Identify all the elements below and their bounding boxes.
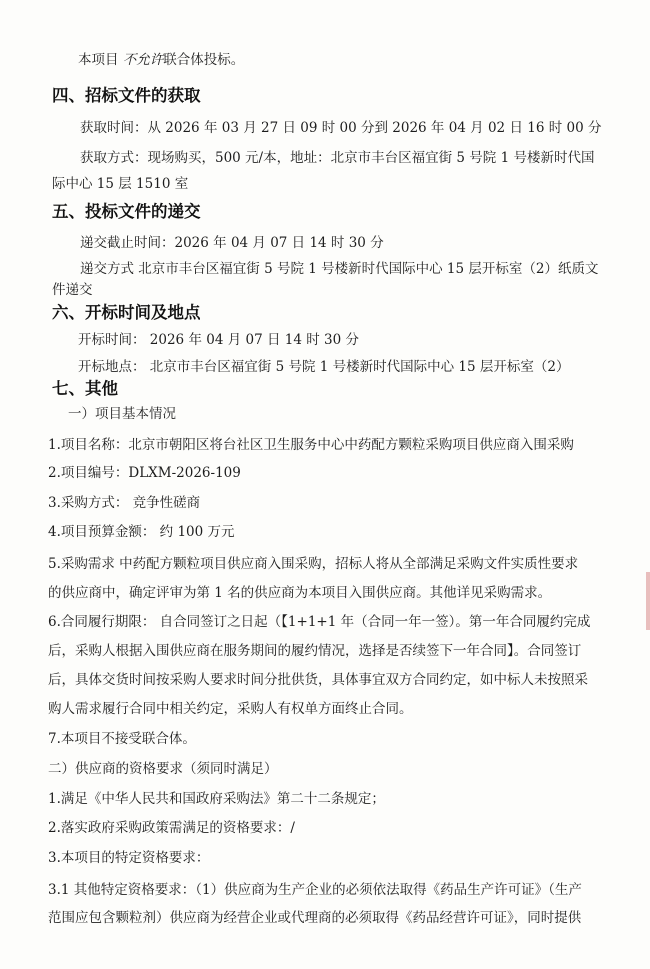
opening-place: 开标地点： 北京市丰台区福宜街 5 号院 1 号楼新时代国际中心 15 层开标室（2） [78, 359, 570, 375]
obtain-method-line-1: 获取方式：现场购买，500 元/本，地址：北京市丰台区福宜街 5 号院 1 号楼新时代国 [80, 150, 595, 166]
joint-bid-suffix: 联合体投标。 [163, 52, 245, 68]
section-4-heading: 四、招标文件的获取 [52, 86, 201, 105]
submit-deadline: 递交截止时间：2026 年 04 月 07 日 14 时 30 分 [80, 235, 384, 251]
submit-method-line-2: 件递交 [52, 282, 93, 298]
requirement-3-1-line-1: 3.1 其他特定资格要求：（1）供应商为生产企业的必须依法取得《药品生产许可证》（生产 [48, 882, 582, 898]
section-5-heading: 五、投标文件的递交 [52, 202, 201, 221]
requirement-3-1-line-2: 范围应包含颗粒剂）供应商为经营企业或代理商的必须取得《药品经营许可证》，同时提供 [48, 910, 582, 926]
submit-method-line-1: 递交方式 北京市丰台区福宜街 5 号院 1 号楼新时代国际中心 15 层开标室（2）纸质文 [80, 261, 599, 277]
page-edge-mark [646, 572, 650, 630]
joint-bid-line [78, 50, 244, 70]
procurement-need-line-1: 5.采购需求 中药配方颗粒项目供应商入围采购，招标人将从全部满足采购文件实质性要求 [48, 556, 579, 572]
joint-bid-prefix: 本项目 [78, 52, 119, 68]
contract-period-line-2: 后，采购人根据入围供应商在服务期间的履约情况，选择是否续签下一年合同】。合同签订 [48, 643, 582, 659]
no-consortium: 7.本项目不接受联合体。 [48, 731, 196, 747]
project-number: 2.项目编号：DLXM-2026-109 [48, 465, 241, 481]
subsection-2-title: 二）供应商的资格要求（须同时满足） [48, 761, 278, 777]
obtain-method-line-2: 际中心 15 层 1510 室 [52, 176, 189, 192]
contract-period-line-1: 6.合同履行期限： 自合同签订之日起（【1+1+1 年（合同一年一签）。第一年合同履约完成 [48, 614, 591, 630]
requirement-2: 2.落实政府采购政策需满足的资格要求：/ [48, 820, 295, 836]
project-budget: 4.项目预算金额： 约 100 万元 [48, 524, 235, 540]
procurement-need-line-2: 的供应商中，确定评审为第 1 名的供应商为本项目入围供应商。其他详见采购需求。 [48, 585, 552, 601]
subsection-1-title: 一）项目基本情况 [68, 406, 176, 422]
section-7-heading: 七、其他 [52, 379, 118, 398]
procurement-method: 3.采购方式： 竞争性磋商 [48, 495, 201, 511]
requirement-3: 3.本项目的特定资格要求： [48, 850, 210, 866]
project-name: 1.项目名称：北京市朝阳区将台社区卫生服务中心中药配方颗粒采购项目供应商入围采购 [48, 437, 574, 453]
requirement-1: 1.满足《中华人民共和国政府采购法》第二十二条规定； [48, 791, 385, 807]
section-6-heading: 六、开标时间及地点 [52, 303, 201, 322]
joint-bid-emphasis: 不允许 [122, 52, 164, 68]
contract-period-line-4: 购人需求履行合同中相关约定，采购人有权单方面终止合同。 [48, 701, 413, 717]
contract-period-line-3: 后，具体交货时间按采购人要求时间分批供货，具体事宜双方合同约定，如中标人未按照采 [48, 672, 588, 688]
opening-time: 开标时间： 2026 年 04 月 07 日 14 时 30 分 [78, 332, 359, 348]
obtain-time: 获取时间：从 2026 年 03 月 27 日 09 时 00 分到 2026 年 04 月 02 日 16 时 00 分 [80, 120, 602, 136]
